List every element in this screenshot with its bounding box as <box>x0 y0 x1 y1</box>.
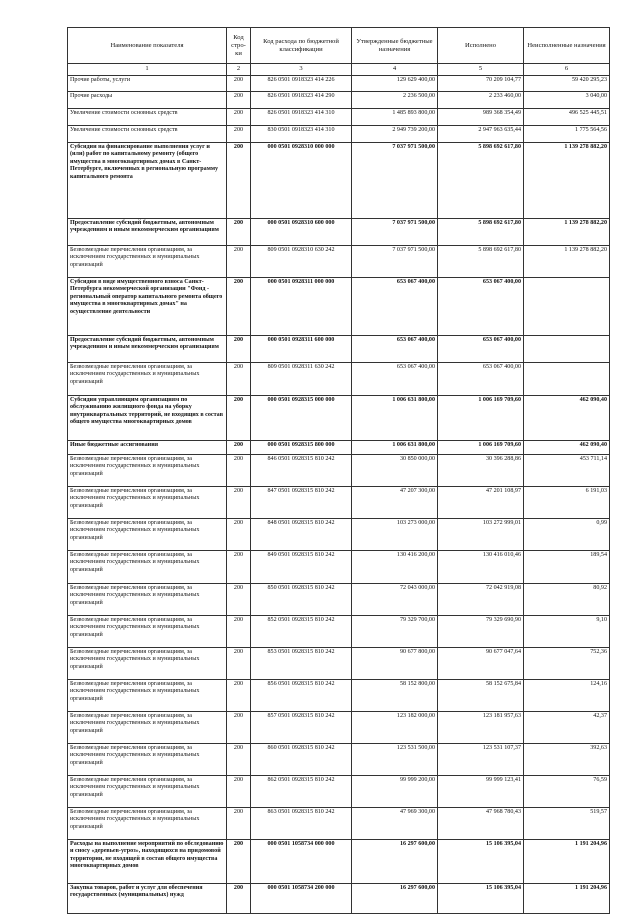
row-line-code: 200 <box>227 616 251 648</box>
table-row <box>68 776 610 808</box>
table-row <box>68 76 610 92</box>
header-unexecuted: Неисполненные назначения <box>524 28 610 64</box>
table-row <box>68 336 610 363</box>
row-approved-amount: 130 416 200,00 <box>352 551 438 584</box>
row-expense-code: 000 0501 0928315 000 000 <box>251 396 352 441</box>
row-expense-code: 849 0501 0928315 810 242 <box>251 551 352 584</box>
row-line-code: 200 <box>227 808 251 840</box>
row-expense-code: 853 0501 0928315 810 242 <box>251 648 352 680</box>
row-approved-amount: 653 067 400,00 <box>352 363 438 396</box>
row-expense-code: 848 0501 0928315 810 242 <box>251 519 352 551</box>
row-name: Безвозмездные перечисления организациям, за исключением государственных и муниципальных организаций <box>68 616 227 648</box>
header-line-code: Код стро-ки <box>227 28 251 64</box>
row-approved-amount: 1 006 631 800,00 <box>352 396 438 441</box>
row-approved-amount: 653 067 400,00 <box>352 336 438 363</box>
row-unexecuted-amount: 0,99 <box>524 519 610 551</box>
row-line-code: 200 <box>227 126 251 143</box>
row-approved-amount: 16 297 600,00 <box>352 884 438 914</box>
row-line-code: 200 <box>227 336 251 363</box>
row-unexecuted-amount: 9,10 <box>524 616 610 648</box>
row-unexecuted-amount: 462 090,40 <box>524 396 610 441</box>
row-expense-code: 847 0501 0928315 810 242 <box>251 487 352 519</box>
row-name: Увеличение стоимости основных средств <box>68 126 227 143</box>
row-expense-code: 826 0501 0918323 414 310 <box>251 109 352 126</box>
row-unexecuted-amount: 1 139 278 882,20 <box>524 219 610 246</box>
table-row <box>68 840 610 884</box>
table-row <box>68 246 610 278</box>
row-line-code: 200 <box>227 455 251 487</box>
row-unexecuted-amount: 189,54 <box>524 551 610 584</box>
table-row <box>68 551 610 584</box>
row-line-code: 200 <box>227 519 251 551</box>
row-executed-amount: 123 531 107,37 <box>438 744 524 776</box>
table-row <box>68 109 610 126</box>
header-expense-code: Код расхода по бюджетной классификации <box>251 28 352 64</box>
row-executed-amount: 5 898 692 617,80 <box>438 219 524 246</box>
row-executed-amount: 70 209 104,77 <box>438 76 524 92</box>
row-executed-amount: 653 067 400,00 <box>438 278 524 336</box>
row-name: Иные бюджетные ассигнования <box>68 441 227 455</box>
row-line-code: 200 <box>227 219 251 246</box>
table-row <box>68 441 610 455</box>
row-executed-amount: 72 042 919,08 <box>438 584 524 616</box>
row-approved-amount: 123 182 000,00 <box>352 712 438 744</box>
row-name: Закупка товаров, работ и услуг для обеспечения государственных (муниципальных) нужд <box>68 884 227 914</box>
row-unexecuted-amount: 59 420 295,23 <box>524 76 610 92</box>
column-number-row <box>68 64 610 76</box>
row-approved-amount: 653 067 400,00 <box>352 278 438 336</box>
row-approved-amount: 129 629 400,00 <box>352 76 438 92</box>
row-name: Субсидии управляющим организациям по обслуживанию жилищного фонда на уборку внутриквартальных территорий, не входящих в состав общего имущества многоквартирных домов <box>68 396 227 441</box>
row-unexecuted-amount: 124,16 <box>524 680 610 712</box>
table-row <box>68 126 610 143</box>
row-line-code: 200 <box>227 363 251 396</box>
table-row <box>68 744 610 776</box>
row-unexecuted-amount: 1 191 204,96 <box>524 840 610 884</box>
row-name: Прочие работы, услуги <box>68 76 227 92</box>
row-expense-code: 826 0501 0918323 414 290 <box>251 92 352 109</box>
row-approved-amount: 7 037 971 500,00 <box>352 219 438 246</box>
row-expense-code: 809 0501 0928311 630 242 <box>251 363 352 396</box>
row-executed-amount: 5 898 692 617,80 <box>438 143 524 219</box>
row-name: Прочие расходы <box>68 92 227 109</box>
row-expense-code: 826 0501 0918323 414 226 <box>251 76 352 92</box>
row-name: Субсидии в виде имущественного взноса Санкт-Петербурга некоммерческой организации "Фонд - региональный оператор капитального ремонта общего имущества в многоквартирных домах" на осуществление деятельности <box>68 278 227 336</box>
row-unexecuted-amount: 453 711,14 <box>524 455 610 487</box>
header-executed: Исполнено <box>438 28 524 64</box>
row-unexecuted-amount: 1 775 564,56 <box>524 126 610 143</box>
header-approved: Утвержденные бюджетные назначения <box>352 28 438 64</box>
row-expense-code: 830 0501 0918323 414 310 <box>251 126 352 143</box>
row-executed-amount: 1 006 169 709,60 <box>438 396 524 441</box>
row-line-code: 200 <box>227 680 251 712</box>
table-row <box>68 487 610 519</box>
row-name: Увеличение стоимости основных средств <box>68 109 227 126</box>
row-executed-amount: 47 968 780,43 <box>438 808 524 840</box>
row-line-code: 200 <box>227 92 251 109</box>
row-expense-code: 850 0501 0928315 810 242 <box>251 584 352 616</box>
row-line-code: 200 <box>227 143 251 219</box>
column-number: 6 <box>524 64 610 76</box>
column-number: 1 <box>68 64 227 76</box>
row-unexecuted-amount: 496 525 445,51 <box>524 109 610 126</box>
row-executed-amount: 653 067 400,00 <box>438 363 524 396</box>
row-executed-amount: 15 106 395,04 <box>438 840 524 884</box>
table-row <box>68 808 610 840</box>
row-expense-code: 860 0501 0928315 810 242 <box>251 744 352 776</box>
row-expense-code: 862 0501 0928315 810 242 <box>251 776 352 808</box>
row-approved-amount: 16 297 600,00 <box>352 840 438 884</box>
row-executed-amount: 123 181 957,63 <box>438 712 524 744</box>
table-row <box>68 455 610 487</box>
row-unexecuted-amount: 6 191,03 <box>524 487 610 519</box>
column-number: 4 <box>352 64 438 76</box>
row-approved-amount: 7 037 971 500,00 <box>352 246 438 278</box>
row-name: Безвозмездные перечисления организациям, за исключением государственных и муниципальных организаций <box>68 363 227 396</box>
row-executed-amount: 5 898 692 617,80 <box>438 246 524 278</box>
row-expense-code: 809 0501 0928310 630 242 <box>251 246 352 278</box>
row-line-code: 200 <box>227 278 251 336</box>
row-unexecuted-amount: 1 139 278 882,20 <box>524 246 610 278</box>
row-line-code: 200 <box>227 776 251 808</box>
budget-execution-table <box>67 27 610 914</box>
row-expense-code: 000 0501 1058734 200 000 <box>251 884 352 914</box>
row-unexecuted-amount: 76,59 <box>524 776 610 808</box>
row-expense-code: 863 0501 0928315 810 242 <box>251 808 352 840</box>
table-row <box>68 219 610 246</box>
row-expense-code: 000 0501 0928311 600 000 <box>251 336 352 363</box>
table-row <box>68 584 610 616</box>
row-executed-amount: 99 999 123,41 <box>438 776 524 808</box>
table-row <box>68 278 610 336</box>
row-approved-amount: 47 207 300,00 <box>352 487 438 519</box>
row-expense-code: 000 0501 0928311 000 000 <box>251 278 352 336</box>
row-executed-amount: 130 416 010,46 <box>438 551 524 584</box>
row-approved-amount: 2 236 500,00 <box>352 92 438 109</box>
row-approved-amount: 1 006 631 800,00 <box>352 441 438 455</box>
row-expense-code: 852 0501 0928315 810 242 <box>251 616 352 648</box>
table-row <box>68 143 610 219</box>
row-approved-amount: 1 485 893 800,00 <box>352 109 438 126</box>
row-line-code: 200 <box>227 712 251 744</box>
row-unexecuted-amount <box>524 278 610 336</box>
header-row <box>68 28 610 64</box>
row-line-code: 200 <box>227 744 251 776</box>
row-line-code: 200 <box>227 109 251 126</box>
row-unexecuted-amount <box>524 336 610 363</box>
row-unexecuted-amount: 752,36 <box>524 648 610 680</box>
row-name: Предоставление субсидий бюджетным, автономным учреждениям и иным некоммерческим организациям <box>68 219 227 246</box>
row-name: Расходы на выполнение мероприятий по обследованию и сносу «деревьев-угроз», находящихся на придомовой территории, не входящей в состав общего имущества многоквартирных домов <box>68 840 227 884</box>
row-approved-amount: 90 677 800,00 <box>352 648 438 680</box>
row-name: Безвозмездные перечисления организациям, за исключением государственных и муниципальных организаций <box>68 808 227 840</box>
row-name: Безвозмездные перечисления организациям, за исключением государственных и муниципальных организаций <box>68 551 227 584</box>
row-line-code: 200 <box>227 487 251 519</box>
row-expense-code: 000 0501 0928310 600 000 <box>251 219 352 246</box>
row-approved-amount: 103 273 000,00 <box>352 519 438 551</box>
row-unexecuted-amount: 1 139 278 882,20 <box>524 143 610 219</box>
row-name: Безвозмездные перечисления организациям, за исключением государственных и муниципальных организаций <box>68 744 227 776</box>
row-expense-code: 846 0501 0928315 810 242 <box>251 455 352 487</box>
table-row <box>68 712 610 744</box>
row-approved-amount: 2 949 739 200,00 <box>352 126 438 143</box>
row-line-code: 200 <box>227 584 251 616</box>
row-line-code: 200 <box>227 648 251 680</box>
row-executed-amount: 47 201 108,97 <box>438 487 524 519</box>
row-expense-code: 000 0501 0928310 000 000 <box>251 143 352 219</box>
row-executed-amount: 653 067 400,00 <box>438 336 524 363</box>
row-approved-amount: 7 037 971 500,00 <box>352 143 438 219</box>
row-unexecuted-amount: 80,92 <box>524 584 610 616</box>
table-row <box>68 363 610 396</box>
row-name: Безвозмездные перечисления организациям, за исключением государственных и муниципальных организаций <box>68 584 227 616</box>
table-row <box>68 616 610 648</box>
row-executed-amount: 90 677 047,64 <box>438 648 524 680</box>
table-row <box>68 396 610 441</box>
row-name: Безвозмездные перечисления организациям, за исключением государственных и муниципальных организаций <box>68 455 227 487</box>
row-name: Безвозмездные перечисления организациям, за исключением государственных и муниципальных организаций <box>68 712 227 744</box>
row-name: Безвозмездные перечисления организациям, за исключением государственных и муниципальных организаций <box>68 246 227 278</box>
row-name: Безвозмездные перечисления организациям, за исключением государственных и муниципальных организаций <box>68 680 227 712</box>
row-approved-amount: 72 043 000,00 <box>352 584 438 616</box>
row-executed-amount: 989 368 354,49 <box>438 109 524 126</box>
row-unexecuted-amount: 462 090,40 <box>524 441 610 455</box>
row-name: Безвозмездные перечисления организациям, за исключением государственных и муниципальных организаций <box>68 648 227 680</box>
column-number: 2 <box>227 64 251 76</box>
column-number: 3 <box>251 64 352 76</box>
row-approved-amount: 99 999 200,00 <box>352 776 438 808</box>
row-executed-amount: 15 106 395,04 <box>438 884 524 914</box>
row-executed-amount: 2 947 963 635,44 <box>438 126 524 143</box>
row-approved-amount: 47 969 300,00 <box>352 808 438 840</box>
row-unexecuted-amount: 3 040,00 <box>524 92 610 109</box>
row-unexecuted-amount: 1 191 204,96 <box>524 884 610 914</box>
row-approved-amount: 123 531 500,00 <box>352 744 438 776</box>
row-expense-code: 857 0501 0928315 810 242 <box>251 712 352 744</box>
row-expense-code: 856 0501 0928315 810 242 <box>251 680 352 712</box>
row-unexecuted-amount: 42,37 <box>524 712 610 744</box>
row-expense-code: 000 0501 0928315 800 000 <box>251 441 352 455</box>
row-name: Безвозмездные перечисления организациям, за исключением государственных и муниципальных организаций <box>68 776 227 808</box>
table-row <box>68 680 610 712</box>
row-line-code: 200 <box>227 246 251 278</box>
row-name: Предоставление субсидий бюджетным, автономным учреждениям и иным некоммерческим организациям <box>68 336 227 363</box>
row-executed-amount: 1 006 169 709,60 <box>438 441 524 455</box>
row-unexecuted-amount <box>524 363 610 396</box>
row-name: Безвозмездные перечисления организациям, за исключением государственных и муниципальных организаций <box>68 519 227 551</box>
row-name: Безвозмездные перечисления организациям, за исключением государственных и муниципальных организаций <box>68 487 227 519</box>
row-line-code: 200 <box>227 396 251 441</box>
row-executed-amount: 79 329 690,90 <box>438 616 524 648</box>
table-row <box>68 884 610 914</box>
row-expense-code: 000 0501 1058734 000 000 <box>251 840 352 884</box>
row-unexecuted-amount: 519,57 <box>524 808 610 840</box>
row-unexecuted-amount: 392,63 <box>524 744 610 776</box>
row-executed-amount: 103 272 999,01 <box>438 519 524 551</box>
row-executed-amount: 2 233 460,00 <box>438 92 524 109</box>
row-line-code: 200 <box>227 76 251 92</box>
row-approved-amount: 79 329 700,00 <box>352 616 438 648</box>
table-row <box>68 92 610 109</box>
row-executed-amount: 58 152 675,84 <box>438 680 524 712</box>
row-approved-amount: 30 850 000,00 <box>352 455 438 487</box>
row-line-code: 200 <box>227 840 251 884</box>
row-line-code: 200 <box>227 441 251 455</box>
row-line-code: 200 <box>227 884 251 914</box>
column-number: 5 <box>438 64 524 76</box>
row-approved-amount: 58 152 800,00 <box>352 680 438 712</box>
row-executed-amount: 30 396 288,86 <box>438 455 524 487</box>
header-indicator-name: Наименование показателя <box>68 28 227 64</box>
row-name: Субсидии на финансирование выполнения услуг и (или) работ по капитальному ремонту (общего имущества в многоквартирных домах в Санкт-Петербурге, включенных в региональную программу капитального ремонта <box>68 143 227 219</box>
table-row <box>68 648 610 680</box>
row-line-code: 200 <box>227 551 251 584</box>
table-row <box>68 519 610 551</box>
